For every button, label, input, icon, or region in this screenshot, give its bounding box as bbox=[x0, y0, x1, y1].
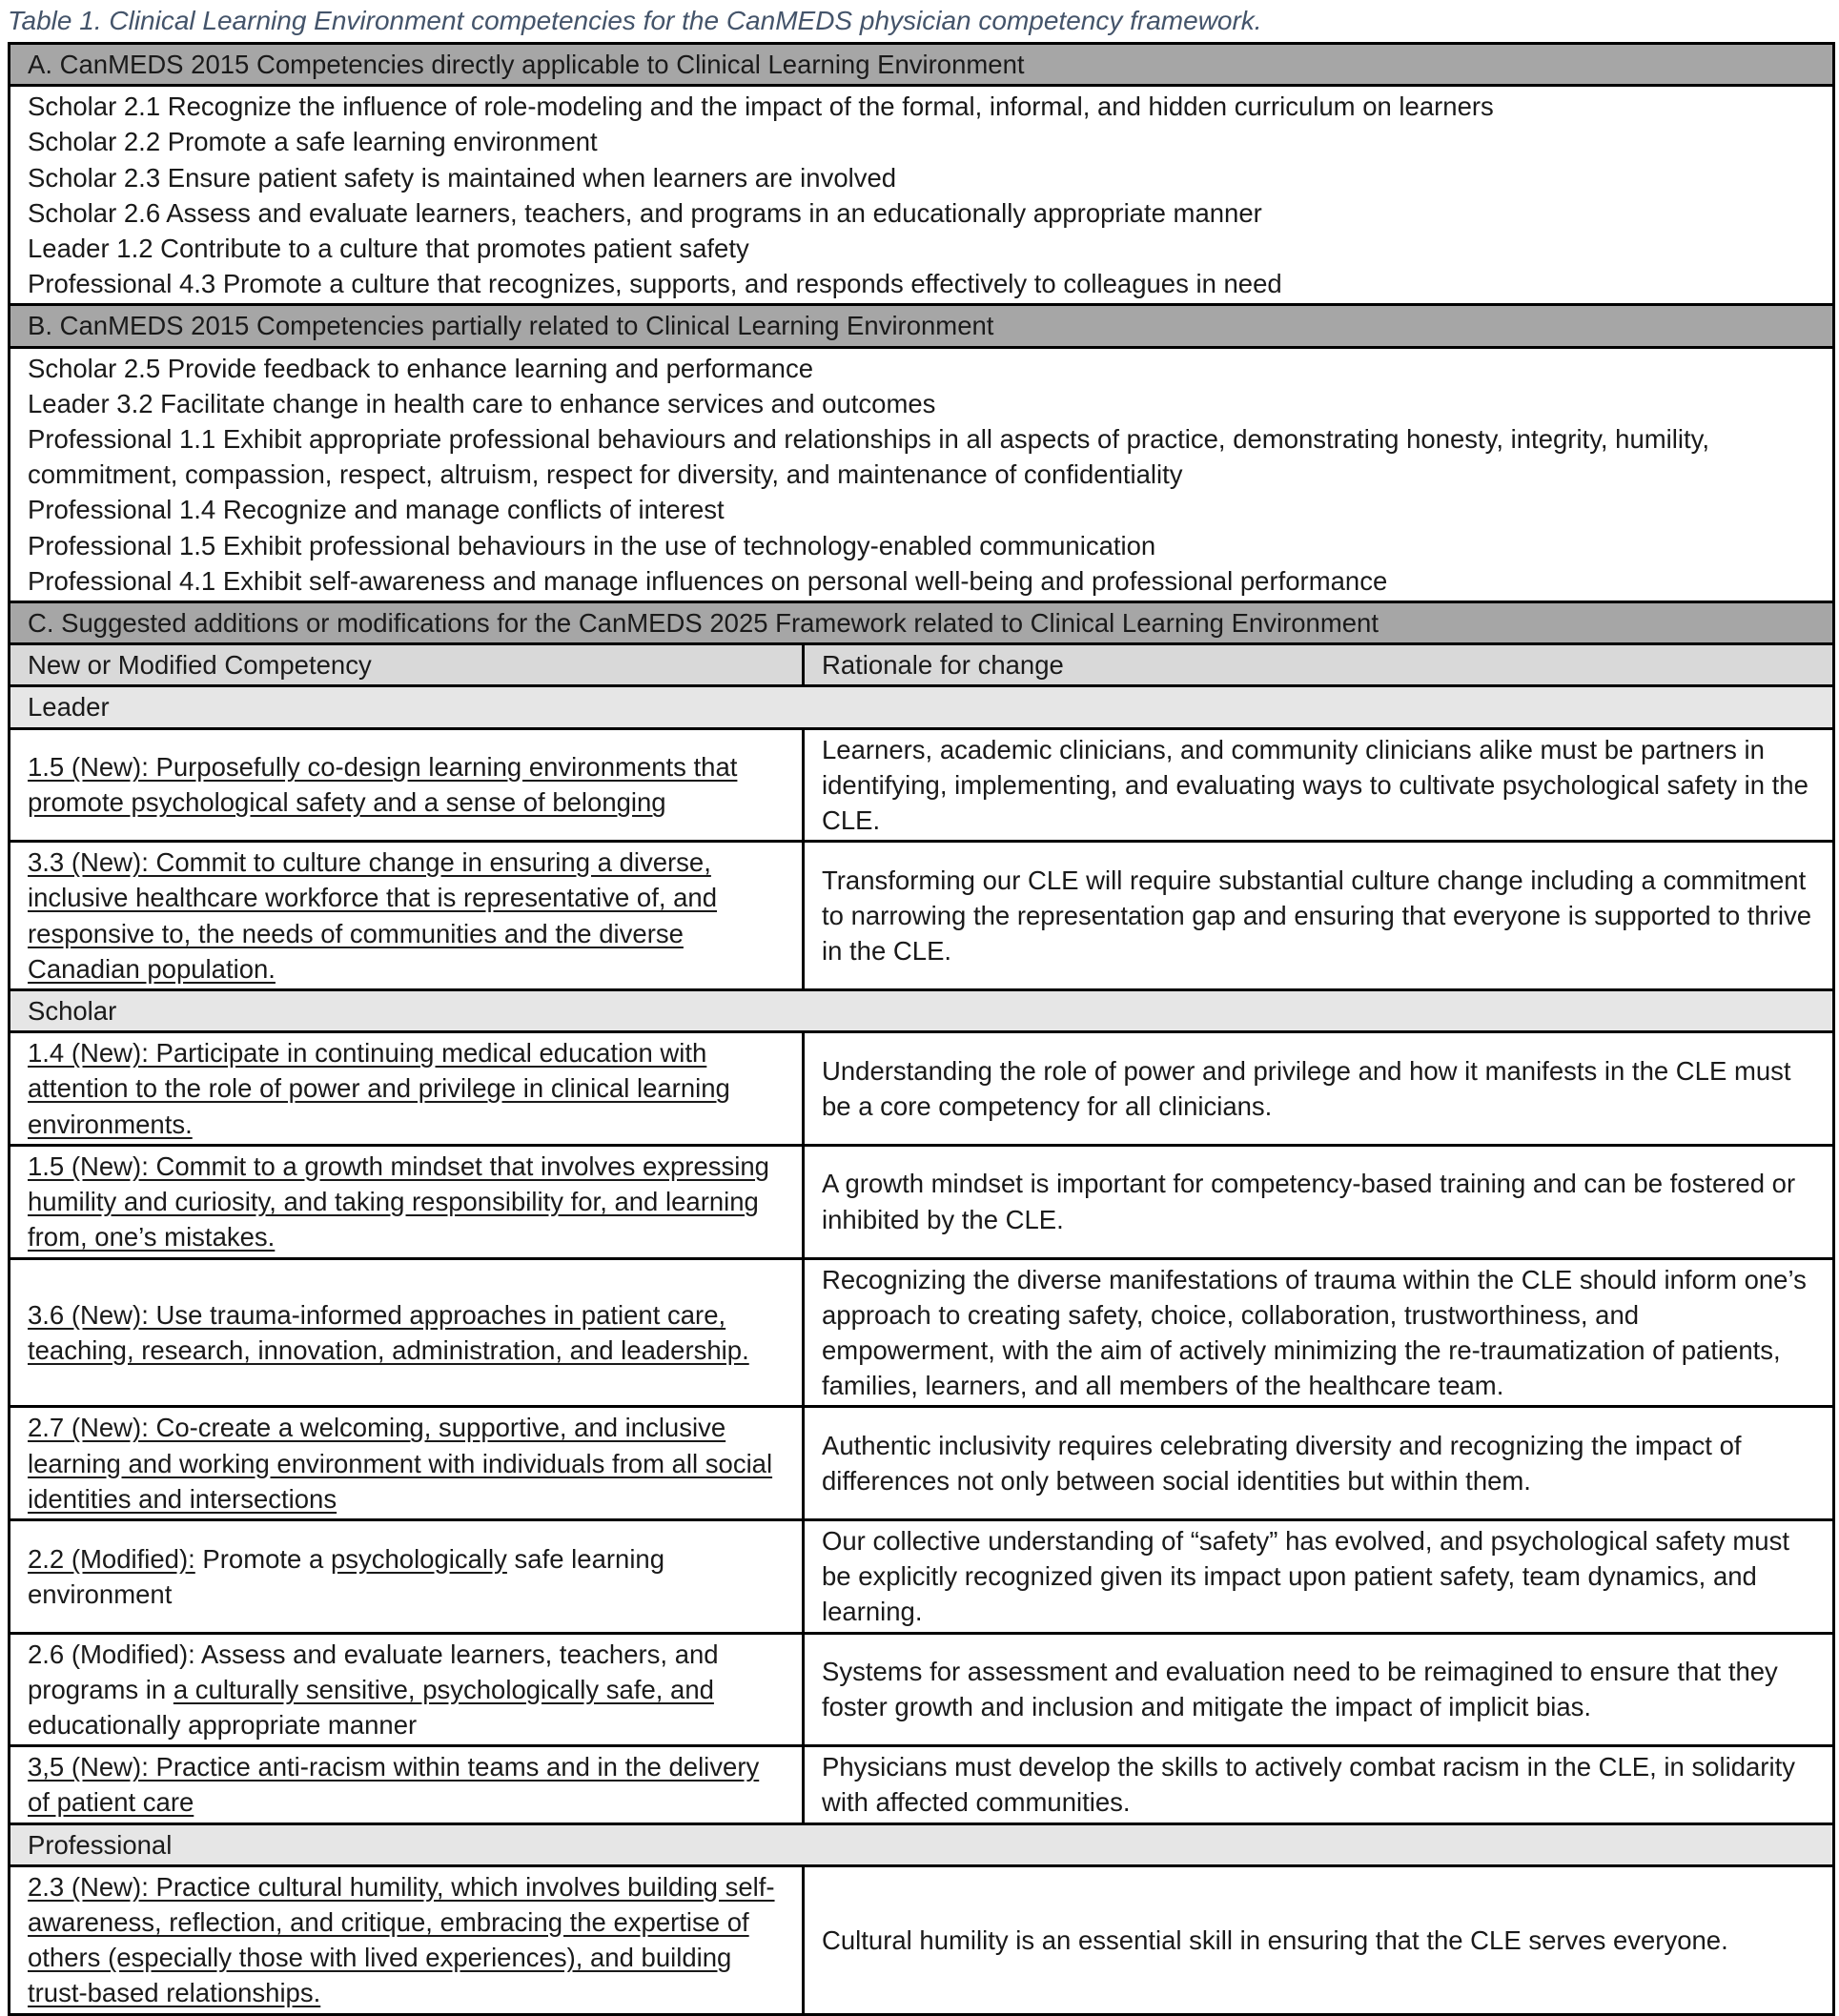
category-professional: Professional bbox=[10, 1823, 1834, 1865]
table-row bbox=[10, 1032, 1834, 1146]
list-item: Scholar 2.6 Assess and evaluate learners, teachers, and programs in an educationally appropriate manner bbox=[28, 197, 1262, 228]
rationale-cell: Recognizing the diverse manifestations of trauma within the CLE should inform one’s approach to creating safety, choice, collaboration, trustworthiness, and empowerment, with the aim of actively minimizing the re-traumatization of patients, families, learners, and all members of the healthcare team. bbox=[804, 1258, 1834, 1407]
rationale-cell: Authentic inclusivity requires celebrating diversity and recognizing the impact of differences not only between social identities but within them. bbox=[804, 1407, 1834, 1520]
rationale-cell: Systems for assessment and evaluation need to be reimagined to ensure that they foster growth and inclusion and mitigate the impact of implicit bias. bbox=[804, 1633, 1834, 1746]
table-row bbox=[10, 1519, 1834, 1633]
section-c-header-row bbox=[10, 602, 1834, 644]
competency-cell bbox=[10, 1746, 804, 1823]
competency-cell bbox=[10, 1407, 804, 1520]
competency-text: 3,5 (New): Practice anti-racism within teams and in the delivery of patient care bbox=[28, 1752, 760, 1818]
table-row bbox=[10, 1145, 1834, 1258]
competency-text: 2.6 (Modified): Assess and evaluate learners, teachers, and programs in bbox=[28, 1639, 719, 1704]
table-row bbox=[10, 1633, 1834, 1746]
list-item: Scholar 2.3 Ensure patient safety is maintained when learners are involved bbox=[28, 162, 897, 193]
competency-cell bbox=[10, 1032, 804, 1146]
competency-text: 3.3 (New): Commit to culture change in ensuring a diverse, inclusive healthcare workforce that is representative of, and responsive to, the needs of communities and the diverse Canadian population. bbox=[28, 847, 718, 984]
competency-emphasis: psychologically bbox=[330, 1543, 507, 1574]
table-row bbox=[10, 1407, 1834, 1520]
table-row bbox=[10, 1865, 1834, 2014]
column-header-row bbox=[10, 644, 1834, 686]
list-item: Professional 1.1 Exhibit appropriate professional behaviours and relationships in all aspects of practice, demonstrating honesty, integrity, humility, commitment, compassion, respect, altruism, respect for diversity, and maintenance of confidentiality bbox=[28, 424, 1710, 490]
section-b-list-row bbox=[10, 347, 1834, 601]
category-leader: Leader bbox=[10, 686, 1834, 728]
rationale-cell: Transforming our CLE will require substantial culture change including a commitment to narrowing the representation gap and ensuring that everyone is supported to thrive in the CLE. bbox=[804, 842, 1834, 990]
rationale-cell: Cultural humility is an essential skill in ensuring that the CLE serves everyone. bbox=[804, 1865, 1834, 2014]
rationale-cell: A growth mindset is important for competency-based training and can be fostered or inhibited by the CLE. bbox=[804, 1145, 1834, 1258]
competency-cell bbox=[10, 1145, 804, 1258]
table-row bbox=[10, 728, 1834, 842]
category-row-leader bbox=[10, 686, 1834, 728]
list-item: Scholar 2.2 Promote a safe learning environment bbox=[28, 127, 598, 157]
section-c-header: C. Suggested additions or modifications for the CanMEDS 2025 Framework related to Clinical Learning Environment bbox=[10, 602, 1834, 644]
competency-cell bbox=[10, 842, 804, 990]
column-header-competency: New or Modified Competency bbox=[10, 644, 804, 686]
competency-cell bbox=[10, 728, 804, 842]
section-b-header-row bbox=[10, 305, 1834, 347]
competency-label: 2.2 (Modified): bbox=[28, 1543, 195, 1574]
section-a-list bbox=[10, 86, 1834, 305]
list-item: Professional 4.1 Exhibit self-awareness and manage influences on personal well-being and professional performance bbox=[28, 565, 1388, 596]
competency-text: 1.5 (New): Commit to a growth mindset that involves expressing humility and curiosity, and taking responsibility for, and learning from, one’s mistakes. bbox=[28, 1151, 769, 1252]
section-a-list-row bbox=[10, 86, 1834, 305]
rationale-cell: Learners, academic clinicians, and community clinicians alike must be partners in identifying, implementing, and evaluating ways to cultivate psychological safety in the CLE. bbox=[804, 728, 1834, 842]
rationale-cell: Our collective understanding of “safety” has evolved, and psychological safety must be explicitly recognized given its impact upon patient safety, team dynamics, and learning. bbox=[804, 1519, 1834, 1633]
list-item: Scholar 2.5 Provide feedback to enhance learning and performance bbox=[28, 353, 814, 383]
section-a-header-row bbox=[10, 44, 1834, 86]
competency-text: educationally appropriate manner bbox=[28, 1709, 418, 1740]
category-row-scholar bbox=[10, 990, 1834, 1032]
competency-text: 2.7 (New): Co-create a welcoming, supportive, and inclusive learning and working environment with individuals from all social identities and intersections bbox=[28, 1413, 773, 1514]
competency-text: 2.3 (New): Practice cultural humility, which involves building self-awareness, reflection, and critique, embracing the expertise of others (especially those with lived experiences), and building trust-based relationships. bbox=[28, 1871, 775, 2008]
competency-text: 1.5 (New): Purposefully co-design learning environments that promote psychological safety and a sense of belonging bbox=[28, 752, 738, 818]
section-b-header: B. CanMEDS 2015 Competencies partially related to Clinical Learning Environment bbox=[10, 305, 1834, 347]
competency-cell bbox=[10, 1633, 804, 1746]
section-b-list bbox=[10, 347, 1834, 601]
competency-cell bbox=[10, 1519, 804, 1633]
competency-text: 3.6 (New): Use trauma-informed approaches in patient care, teaching, research, innovation, administration, and leadership. bbox=[28, 1299, 749, 1365]
category-scholar: Scholar bbox=[10, 990, 1834, 1032]
competency-cell bbox=[10, 1258, 804, 1407]
list-item: Professional 4.3 Promote a culture that recognizes, supports, and responds effectively to colleagues in need bbox=[28, 269, 1282, 299]
rationale-cell: Physicians must develop the skills to actively combat racism in the CLE, in solidarity with affected communities. bbox=[804, 1746, 1834, 1823]
competency-text: 1.4 (New): Participate in continuing medical education with attention to the role of power and privilege in clinical learning environments. bbox=[28, 1038, 730, 1139]
competency-text: Promote a bbox=[194, 1543, 331, 1574]
competency-text: safe learning environment bbox=[28, 1543, 665, 1609]
table-row bbox=[10, 842, 1834, 990]
rationale-cell: Understanding the role of power and privilege and how it manifests in the CLE must be a core competency for all clinicians. bbox=[804, 1032, 1834, 1146]
table-row bbox=[10, 1746, 1834, 1823]
list-item: Leader 3.2 Facilitate change in health care to enhance services and outcomes bbox=[28, 388, 936, 418]
column-header-rationale: Rationale for change bbox=[804, 644, 1834, 686]
table-row bbox=[10, 1258, 1834, 1407]
list-item: Leader 1.2 Contribute to a culture that promotes patient safety bbox=[28, 234, 749, 264]
section-a-header: A. CanMEDS 2015 Competencies directly applicable to Clinical Learning Environment bbox=[10, 44, 1834, 86]
competency-table bbox=[8, 42, 1835, 2016]
competency-emphasis: a culturally sensitive, psychologically safe, and bbox=[173, 1674, 714, 1704]
competency-cell bbox=[10, 1865, 804, 2014]
category-row-professional bbox=[10, 1823, 1834, 1865]
list-item: Scholar 2.1 Recognize the influence of role-modeling and the impact of the formal, informal, and hidden curriculum on learners bbox=[28, 92, 1494, 122]
list-item: Professional 1.5 Exhibit professional behaviours in the use of technology-enabled communication bbox=[28, 530, 1156, 560]
list-item: Professional 1.4 Recognize and manage conflicts of interest bbox=[28, 495, 725, 525]
table-caption: Table 1. Clinical Learning Environment competencies for the CanMEDS physician competency framework. bbox=[8, 6, 1262, 35]
